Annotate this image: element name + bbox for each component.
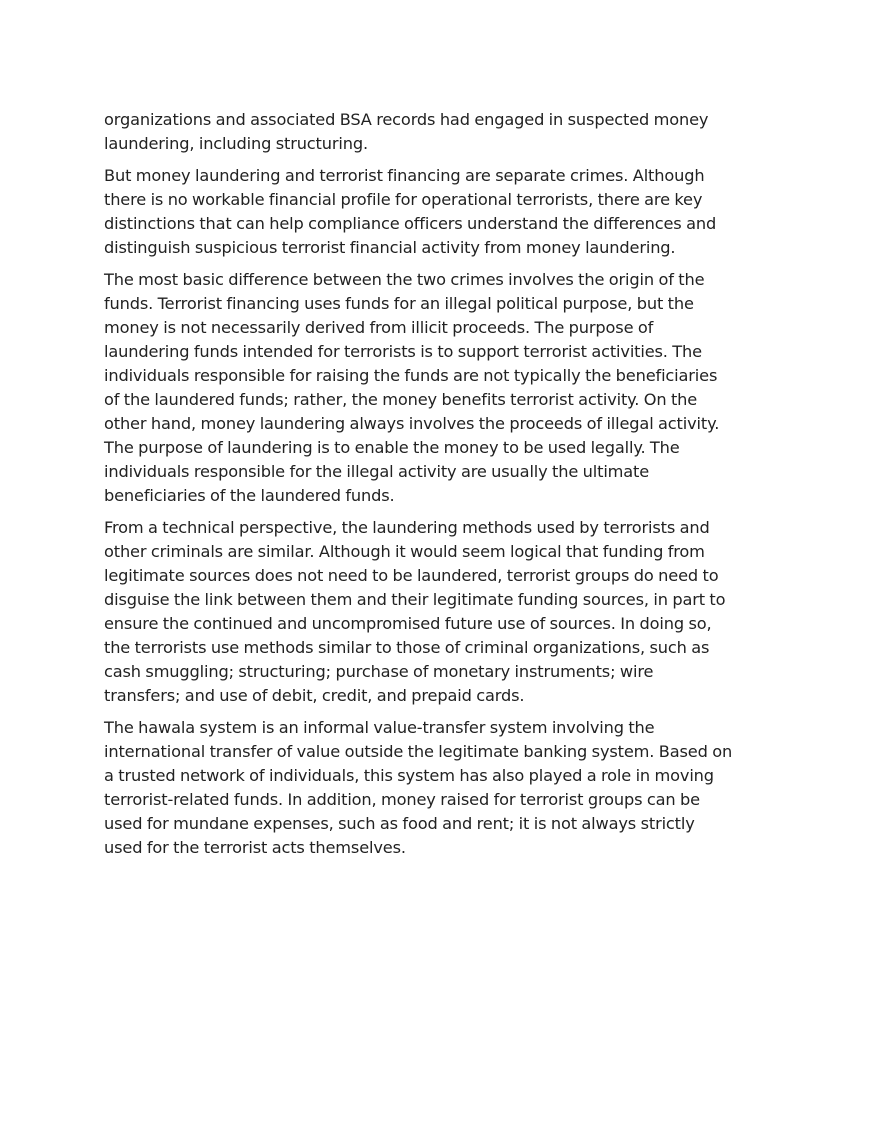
- text-line: But money laundering and terrorist financing are separate crimes. Although: [104, 166, 705, 185]
- text-line: distinguish suspicious terrorist financial activity from money laundering.: [104, 238, 676, 257]
- paragraph-2: [104, 164, 749, 260]
- text-line: individuals responsible for raising the funds are not typically the beneficiaries: [104, 366, 718, 385]
- text-line: there is no workable financial profile for operational terrorists, there are key: [104, 190, 703, 209]
- text-line: international transfer of value outside the legitimate banking system. Based on: [104, 742, 733, 761]
- text-line: organizations and associated BSA records had engaged in suspected money: [104, 110, 709, 129]
- text-line: ensure the continued and uncompromised future use of sources. In doing so,: [104, 614, 712, 633]
- text-line: The purpose of laundering is to enable the money to be used legally. The: [104, 438, 680, 457]
- paragraph-5: [104, 716, 749, 860]
- text-line: terrorist-related funds. In addition, money raised for terrorist groups can be: [104, 790, 700, 809]
- text-line: other criminals are similar. Although it would seem logical that funding from: [104, 542, 705, 561]
- text-line: used for the terrorist acts themselves.: [104, 838, 406, 857]
- paragraph-3: [104, 268, 749, 508]
- text-line: the terrorists use methods similar to those of criminal organizations, such as: [104, 638, 710, 657]
- text-line: other hand, money laundering always involves the proceeds of illegal activity.: [104, 414, 720, 433]
- document-page: [104, 108, 749, 868]
- text-line: laundering funds intended for terrorists is to support terrorist activities. The: [104, 342, 702, 361]
- text-line: transfers; and use of debit, credit, and prepaid cards.: [104, 686, 525, 705]
- text-line: used for mundane expenses, such as food and rent; it is not always strictly: [104, 814, 695, 833]
- text-line: of the laundered funds; rather, the money benefits terrorist activity. On the: [104, 390, 698, 409]
- text-line: money is not necessarily derived from illicit proceeds. The purpose of: [104, 318, 654, 337]
- text-line: legitimate sources does not need to be laundered, terrorist groups do need to: [104, 566, 719, 585]
- text-line: a trusted network of individuals, this system has also played a role in moving: [104, 766, 714, 785]
- paragraph-4: [104, 516, 749, 708]
- text-line: From a technical perspective, the laundering methods used by terrorists and: [104, 518, 710, 537]
- text-line: cash smuggling; structuring; purchase of monetary instruments; wire: [104, 662, 654, 681]
- text-line: laundering, including structuring.: [104, 134, 368, 153]
- text-line: distinctions that can help compliance officers understand the differences and: [104, 214, 717, 233]
- text-line: The hawala system is an informal value-transfer system involving the: [104, 718, 655, 737]
- text-line: beneficiaries of the laundered funds.: [104, 486, 395, 505]
- text-line: disguise the link between them and their legitimate funding sources, in part to: [104, 590, 726, 609]
- text-line: The most basic difference between the two crimes involves the origin of the: [104, 270, 705, 289]
- text-line: funds. Terrorist financing uses funds for an illegal political purpose, but the: [104, 294, 694, 313]
- text-line: individuals responsible for the illegal activity are usually the ultimate: [104, 462, 650, 481]
- paragraph-1: [104, 108, 749, 156]
